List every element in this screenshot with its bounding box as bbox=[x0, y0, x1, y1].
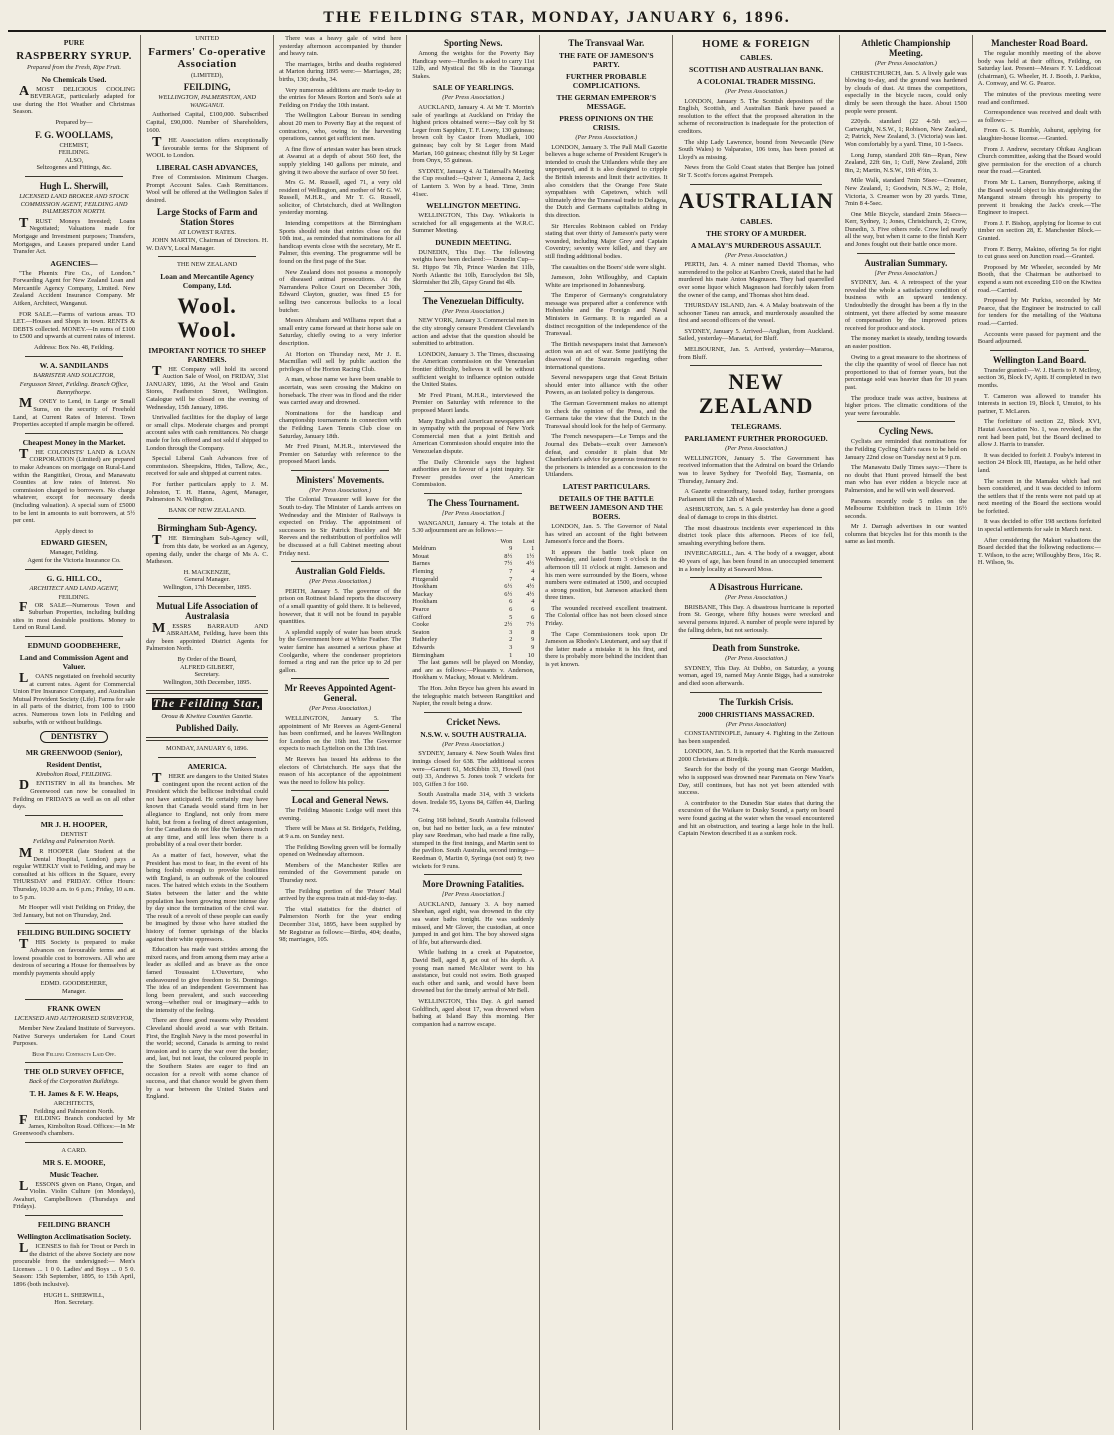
article-australian-cables: AUSTRALIAN CABLES. THE STORY OF A MURDER. A MALAY'S MURDEROUS ASSAULT. (Per Press Association.) PERTH, Jan. 4. A miner named David Thomas, who surrendered to the police at Kanbro Creek, stated that he had murdered his mate Anton Magnuson. They had quarrelled over some liquor which Magnuson had forcibly taken from the owner of the camp, and Thomas shot him dead. THURSDAY ISLAND, Jan. 4. A Malay boatswain of the schooner Taneu ran amuck, and murderously assaulted the first and second officers of the vessel. SYDNEY, January 5. Arrived—Anglian, from Auckland. Sailed, yesterday—Maraetai, for Bluff. MELBOURNE, Jan. 5. Arrived, yesterday—Mararoa, from Bluff. bbox=[678, 187, 834, 361]
games-lost: 9 bbox=[531, 636, 535, 644]
games-won: 7 bbox=[509, 575, 513, 583]
article-chess-tournament: The Chess Tournament. [Per Press Association.] WANGANUI, January 4. The totals at the 5.30 adjournment are as follows:— Won Lost Meldrum 9 1 Mouat 8½ 1½ Barnes 7½ 4½ Fleming 7 4 Fitzgerald 7 4 Hookham 6½ 4½ Mackay 6½ 4½ Hookham 6 4 Pearce 6 6 Gifford 5 6 Cooke 2½ 7½ Seaton 3 8 Hatherley 2 9 Edwards 3 9 Birmingham 1 10 The last games will be played on Monday, and are as follows:—Pleasants v. Anderson, Hookham v. Mackay, Mouat v. Meldrum. The Hon. John Bryce has given his award in the telegraphic match between Rangitikei and Napier, the result being a draw. bbox=[412, 497, 535, 708]
games-lost: 4½ bbox=[526, 583, 535, 591]
chess-scores-table bbox=[412, 538, 534, 660]
column-7 bbox=[840, 35, 973, 1430]
column-4 bbox=[407, 35, 540, 1430]
games-lost: 4 bbox=[531, 598, 535, 606]
article-turkish-crisis: The Turkish Crisis. 2000 CHRISTIANS MASSACRED. (Per Press Association) CONSTANTINOPLE, January 4. Fighting in the Zeitoun has been suspended. LONDON, Jan. 5. It is reported that the Kurds massacred 2000 Christians at Biredjik. Search for the body of the young man George Madden, who is supposed was drowned near Paremata on New Year's Day, still continues, but has not yet been attended with success. A contributor to the Dunedin Star states that during the excursion of the Waikare to Dusky Sound, a party on board were found gazing at the water when the vessel encountered and hit an obstruction, and tearing a large hole in the hull. Captain Newton described it as a sunken rock. bbox=[678, 696, 834, 838]
chess-table-row bbox=[412, 598, 534, 606]
player-name: Barnes bbox=[412, 560, 430, 568]
ad-architect: G. G. HILL CO., ARCHITECT AND LAND AGENT, FEILDING. FOR SALE—Numerous Town and Suburban Properties, including building sites in most desirable positions. Money to Lend on Rural Land. bbox=[13, 573, 136, 632]
article-cycling-news: Cycling News. Cyclists are reminded that nominations for the Feilding Cycling Club's races to be held on January 22nd close on Tuesday next at 9 p.m. The Manawatu Daily Times says:—There is no doubt that Hunt proved himself the best man who has ever ridden a bicycle race at Palmerston, and he will win well deserved. Parsons recently rode 5 miles on the Melbourne Exhibition track in 11min 16½ seconds. Mr J. Darragh advertises in our wanted columns that bicycles list for this month is the same as last month. bbox=[844, 426, 967, 546]
games-lost: 4 bbox=[531, 568, 535, 576]
ad-hooper: MR J. H. HOOPER, DENTIST Feilding and Palmerston North. MR HOOPER (late Student at the Dental Hospital, London) pays a regular WEEKLY visit to Feilding, and may be consulted at his offices in the Square, every THURSDAY and FRIDAY. Office Hours: Thursday, 10.30 a.m. to 6 p.m.; Friday, 10 a.m. to 5 p.m. Mr Hooper will visit Feilding on Friday, the 3rd January, but not on Thursday, 2nd. bbox=[13, 819, 136, 919]
games-lost: 10 bbox=[527, 651, 535, 659]
chess-table-row bbox=[412, 652, 534, 660]
ad-cheapest-money: Cheapest Money in the Market. THE COLONISTS' LAND & LOAN CORPORATION (Limited) are prepared to make Advances on mortgage on Rural-Land within the Rangitikei, Oroua, and Manawatu Counties at low rates of Interest. No commission charged to borrowers. No charge whatever, except for necessary deeds (including valuation). A special sum of £5000 to be lent in amounts to suit borrowers, at 5½ per cent. Apply direct to EDWARD GIESEN, Manager, Feilding. Agent for the Victoria Insurance Co. bbox=[13, 437, 136, 564]
games-won: 1 bbox=[509, 651, 513, 659]
columns bbox=[8, 35, 1106, 1430]
dateline: MONDAY, JANUARY 6, 1896. bbox=[166, 745, 249, 753]
masthead bbox=[8, 6, 1106, 32]
column-2: UNITED Farmers' Co-operative Association (LIMITED), FEILDING, WELLINGTON, PALMERSTON, AND WANGANUI. Authorised Capital, £100,000. Subscribed Capital, £90,000. Number of Shareholders, 1600. THE Association offers exceptionally favourable terms for the Shipment of WOOL to London. LIBERAL CASH ADVANCES, Free of Commission. Minimum Charges. Prompt Account Sales. Cash Remittances. Wool will be offered at the Wellington Sales if desired. Large Stocks of Farm and Station Stores AT LOWEST RATES. JOHN MARTIN, Chairman of Directors. H. W. DAVY, Local Manager. THE NEW ZEALAND Loan and Mercantile Agency Company, Ltd. Wool. Wool. IMPORTANT NOTICE TO SHEEP FARMERS. THE Company will hold its second Auction Sale of Wool, on FRIDAY, 31st JANUARY, 1896, At the Wool and Grain Stores, Featherston Street, Wellington. Catalogue will be closed on the evening of Wednesday, 15th January, 1896. Unrivalled facilities for the display of large or small clips. Moderate charges and prompt account sales with cash remittances. No charge made for lots offered and not sold if shipped to London through the Company. Special Liberal Cash Advances free of commission. Sheepskins, Hides, Tallow, &c., received for sale and shipped at current rates. For further particulars apply to J. M. Johnston, T. H. Hanna, Agent, Manager, Palmerston N. Wellington. BANK OF NEW ZEALAND. Birmingham Sub-Agency. THE Birmingham Sub-Agency will, from this date, be worked as an Agency, opening daily, under the charge of Ms A. C. Matheson. H. MACKENZIE, General Manager. Wellington, 17th December, 1895. Mutual Life Association of Australasia MESSRS BARRAUD AND ABRAHAM, Feilding, have been this day been appointed District Agents for Palmerston North. By Order of the Board, ALFRED GILBERT, Secretary. Wellington, 30th December, 1895. The Feilding Star, Oroua & Kiwitea Counties Gazette. Published Daily. MONDAY, JANUARY 6, 1896. AMERICA. THERE are dangers to the United States contingent upon the recent action of the President which the bellicose individual could not have anticipated. He certainly may have known that Canada would stand firm in her allegiance to England, not only from mere habit, but from a feeling of direct antagonism, for the Canadians do not like the Yankees much at any time, and still less when there is a probability of a real over their border. As a matter of fact, however, what the President has most to fear, in the event of his being foolish enough to provoke hostilities with England, is an outbreak of the coloured races. The hatred which exists in the Southern States between the latter and the white population has been growing more intense day by day since the termination of the civil war. The result of a revolt of these people can easily be imagined by those who have studied the history of former uprisings of the blacks against their white oppressors. Education has made vast strides among the mixed races, and from among them may arise a leader as skilled and as brave as the once famed Toussaint L'Ouverture, who endeavoured to give freedom to St. Domingo. The idea of an independent Government has long been prevalent, and such succeeding wrong—whether real or imaginary—adds to the intensity of the feeling. There are three good reasons why President Cleveland should avoid a war with Britain. First, the English Navy is the most powerful in the world; second, Canada is arming to resist invasion and to carry the war over the border; and, last, but not least, the coloured people in the Southern States are eager to find an occasion for a revolt with some chance of success, and that chance would be given them by a war between the United States and England. bbox=[141, 35, 274, 1430]
chess-table-row bbox=[412, 621, 534, 629]
games-won: 6½ bbox=[504, 583, 513, 591]
player-name: Gifford bbox=[412, 613, 432, 621]
chess-table-header: Won Lost bbox=[500, 537, 535, 545]
ad-greenwood: MR GREENWOOD (Senior), Resident Dentist, Kimbolton Road, FEILDING. DENTISTRY in all its branches. Mr Greenwood can now be consulted in Feilding on FRIDAYS as well as on all other days. bbox=[13, 747, 136, 811]
feilding-star-nameplate: The Feilding Star, bbox=[152, 696, 262, 711]
player-name: Mackay bbox=[412, 590, 433, 598]
ad-frank-owen: FRANK OWEN LICENSED AND AUTHORISED SURVEYOR, Member New Zealand Institute of Surveyors. Native Surveys undertaken for Land Court Purposes. Bush Felling Contracts Laid Off. bbox=[13, 1004, 136, 1058]
article-sporting-news: Sporting News. Among the weights for the Poverty Bay Handicap were—Hurdles is asked to carry 11st 12lb, and Mystical 8st 9lb in the Tauranga Stakes. SALE OF YEARLINGS. (Per Press Association.) AUCKLAND, January 4. At Mr T. Morrin's sale of yearlings at Auckland on Friday the highest prices obtained were:—Bay colt by St Leger from Sapphire, T. F. Lowry, 130 guineas; brown colt by Castor from Mudlark, 100 guineas; bay colt by St Leger from Maid Marian, 160 guineas; chestnut filly by St Leger from Onyx, 55 guineas. SYDNEY, January 4. At Tattersall's Meeting the Cup resulted:—Quiver 1, Anneona 2, Jack of Lantern 3. Won by a head. Time, 3min 41sec. WELLINGTON MEETING. WELLINGTON, This Day. Wikakoris is scratched for all engagements at the W.R.C. Summer Meeting. DUNEDIN MEETING. DUNEDIN, This Day. The following weights have been declared:— Dunedin Cup—St. Hippo 9st 7lb, Prince Warden 8st 11lb, North Atlantic 8st 10lb, Euroclydon 8st 5lb, Skirmisher 8st 2lb, Gipsy Grand 8st 4lb. bbox=[412, 38, 535, 287]
column-3: There was a heavy gale of wind here yesterday afternoon accompanied by thunder and heavy rain. The marriages, births and deaths registered at Marton during 1895 were:— Marriages, 28; births, 130; deaths, 34. Very numerous additions are made to-day to the entries for Messrs Rorton and Son's sale at Feilding on Friday the 10th instant. The Wellington Labour Bureau in sending about 20 men to Poverty Bay at the request of contractors, who, owing to the harvesting operations, cannot get sufficient men. A fine flow of artesian water has been struck at Awanui at a depth of about 560 feet, the supply yielding 140 gallons per minute, and giving it two above the surface of over 50 feet. Mrs G. M. Russell, aged 71, a very old resident of Wellington, and mother of Mr G. W. Russell, M.H.R., and Mr T. G. Russell, solicitor, of Christchurch, died at Wellington yesterday morning. Intending competitors at the Birmingham Sports should note that entries close on the 10th inst., as reminded that nominations for all handicap events close with the secretary, Mr E. Palmer, this evening. The programme will be found on the first page of the Star. New Zealand does not possess a monopoly of diseased animal prosecutions. At the Narrandera Police Court on December 30th, Edward Clayton, grazier, was fined £5 for selling two cancerous bullocks to a local butcher. Messrs Abraham and Williams report that a small entry came forward at their horse sale on Saturday, chiefly owing to a very inferior description. At Horton on Thursday next, Mr J. E. Macmillan will sell by public auction the privileges of the Horton Racing Club. A man, whose name we have been unable to ascertain, was seen crossing the Makino on horseback. The river was in flood and the rider was carried away and drowned. Nominations for the handicap and championship tournaments in connection with the Feilding Lawn Tennis Club close on Saturday, January 18th. Mr Fred Pirani, M.H.R., interviewed the Premier on Saturday with reference to the proposed Maori lands. Ministers' Movements. (Per Press Association.) The Colonial Treasurer will leave for the South to-day. The Minister of Lands arrives on Wednesday and the Minister of Railways is expected on Friday. The appointment of successors to Sir Patrick Buckley and Mr Reeves and the redistribution of portfolios will be discussed at a full Cabinet meeting about Friday next. Australian Gold Fields. (Per Press Association.) PERTH, January 5. The governor of the prison on Rottnest Island reports the discovery of a small quantity of gold there. It is believed, however, that it will not be found in payable quantities. A splendid supply of water has been struck by the Government bore at White Feather. The water famine has assumed a serious phase at Coolgardie, where the condenser proprietors formed a ring and ran the price up to 2d per gallon. Mr Reeves Appointed Agent-General. (Per Press Association.) WELLINGTON, January 5. The appointment of Mr Reeves as Agent-General has been confirmed, and he leaves Wellington for London on the 16th inst. The Governor expects to reach Lyttelton on the 13th inst. Mr Reeves has issued his address to the electors of Christchurch. He says that the reason of his acceptance of the appointment was the need to follow his policy. Local and General News. The Feilding Masonic Lodge will meet this evening. There will be Mass at St. Bridget's, Feilding, at 9 a.m. on Sunday next. The Feilding Bowling green will be formally opened on Wednesday afternoon. Members of the Manchester Rifles are reminded of the Government parade on Thursday next. The Feilding portion of the 'Prison' Mail arrived by the express train at mid-day to-day. The vital statistics for the district of Palmerston North for the year ending December 31st, 1895, have been supplied by Mr Registrar as follows:—Births, 404; deaths, 98; marriages, 105. bbox=[274, 35, 407, 1430]
column-1 bbox=[8, 35, 141, 1430]
games-lost: 1 bbox=[531, 545, 535, 553]
article-transvaal-war: The Transvaal War. THE FATE OF JAMESON'S PARTY. FURTHER PROBABLE COMPLICATIONS. THE GERMAN EMPEROR'S MESSAGE. PRESS OPINIONS ON THE CRISIS. (Per Press Association.) LONDON, January 3. The Pall Mall Gazette believes a huge scheme of President Kruger's is intended to crush the Uitlanders while they are unprepared, and it is also designed to cripple the British interests and limit their activities. It also considers that the Orange Free State sympathises with Capetown, which will ultimately drive the Transvaal trade to Delagoa, the Dutch and Germans capitalists aiding in this direction. Sir Hercules Robinson cabled on Friday stating that over thirty of Jameson's party were wounded, including Major Grey and Captain Coventry; seventy were killed, and they are still finding additional bodies. The casualties on the Boers' side were slight. Jameson, John Willoughby, and Captain White are imprisoned in Johannesburg. The Emperor of Germany's congratulatory message was prepared after a conference with Hohenlohe and the Foreign and Naval Ministers in Germany. It is regarded as a distinct recognition of the independence of the Transvaal. The British newspapers insist that Jameson's action was an act of war. Some justifying the disavowal of the Suzerain regarding other international questions. Several newspapers urge that Great Britain should enter into alliance with the other Powers, as an isolated policy is dangerous. The German Government makes no attempt to check the opinion of the Press, and the Germans take the view that the Dutch in the Transvaal should look for the help of Germany. The French newspapers—Le Temps and the Journal des Debats—exult over Jameson's defeat, and consider it plain that Mr Chamberlain's advice for generous treatment to the prisoners is intended as a concession to the Uitlanders. LATEST PARTICULARS. DETAILS OF THE BATTLE BETWEEN JAMESON AND THE BOERS. LONDON, Jan. 5. The Governor of Natal has wired an account of the fight between Jameson's force and the Boers. It appears the battle took place on Wednesday, and lasted from 3 o'clock in the afternoon till 11 o'clock at night. Jameson and his men were surrounded by the Boers, whose numbers were estimated at 1500, and occupied a strong position, but Jameson attacked them three times. The wounded received excellent treatment. The Colonial office has not been closed since Friday. The Cape Commissioners took upon Dr Jameson as Rhodes's Lieutenant, and say that if the latter made a mistake it is his first, and there is probably more behind the incident than is yet known. bbox=[545, 38, 668, 669]
chess-table-row bbox=[412, 606, 534, 614]
article-mr-reeves: Mr Reeves Appointed Agent-General. (Per Press Association.) WELLINGTON, January 5. The appointment of Mr Reeves as Agent-General has been confirmed, and he leaves Wellington for London on the 16th inst. The Governor expects to reach Lyttelton on the 13th inst. Mr Reeves has issued his address to the electors of Christchurch. He says that the reason of his acceptance of the appointment was the need to follow his policy. bbox=[279, 683, 402, 786]
games-won: 9 bbox=[509, 545, 513, 553]
article-new-zealand-telegrams: NEW ZEALAND TELEGRAMS. PARLIAMENT FURTHER PROROGUED. (Per Press Association.) WELLINGTON, January 5. The Government has received information that the Admiral on board the Orlando was to leave Sydney for Twofold Bay, Tasmania, on Thursday, January 2nd. A Gazette extraordinary, issued today, further prorogues Parliament till the 12th of March. ASHBURTON, Jan. 5. A gale yesterday has done a good deal of damage to crops in this district. The most disastrous incidents ever experienced in this district took place this afternoon. Pieces of ice fell, smashing everything before them. INVERCARGILL, Jan. 4. The body of a swagger, about 40 years of age, has been found in an unoccupied tenement in a lonely locality at Seaward Moss. bbox=[678, 369, 834, 573]
player-name: Mouat bbox=[412, 552, 429, 560]
ad-raspberry-syrup: PURE RASPBERRY SYRUP. Prepared from the Fresh, Ripe Fruit. No Chemicals Used. AMOST DELICIOUS COOLING BEVERAGE, particularly adapted for use during the Hot Weather and Christmas Season. Prepared by— F. G. WOOLLAMS, CHEMIST, FEILDING. ALSO, Seltzogenes and Fittings, &c. bbox=[13, 38, 136, 172]
ad-loan-mercantile: THE NEW ZEALAND Loan and Mercantile Agency Company, Ltd. Wool. Wool. IMPORTANT NOTICE TO SHEEP FARMERS. THE Company will hold its second Auction Sale of Wool, on FRIDAY, 31st JANUARY, 1896, At the Wool and Grain Stores, Featherston Street, Wellington. Catalogue will be closed on the evening of Wednesday, 15th January, 1896. Unrivalled facilities for the display of large or small clips. Moderate charges and prompt account sales with cash remittances. No charge made for lots offered and not sold if shipped to London through the Company. Special Liberal Cash Advances free of commission. Sheepskins, Hides, Tallow, &c., received for sale and shipped at current rates. For further particulars apply to J. M. Johnston, T. H. Hanna, Agent, Manager, Palmerston N. Wellington. BANK OF NEW ZEALAND. bbox=[146, 261, 269, 514]
games-lost: 9 bbox=[531, 644, 535, 651]
masthead-title: THE FEILDING STAR, MONDAY, JANUARY 6, 1896. bbox=[323, 9, 791, 26]
games-lost: 1½ bbox=[526, 552, 535, 560]
chess-table-row bbox=[412, 636, 534, 644]
player-name: Birmingham bbox=[412, 651, 445, 659]
article-venezuelan-difficulty: The Venezuelan Difficulty. (Per Press Association.) NEW YORK, January 3. Commercial men in the city strongly censure President Cleveland's action and advise that the question should be submitted to arbitration. LONDON, January 3. The Times, discussing the American commission on the Venezuelan frontier difficulty, believes it will be without sufficient weight to influence opinion outside the United States. Mr Fred Pirani, M.H.R., interviewed the Premier on Saturday with reference to the proposed Maori lands. Many English and American newspapers are in sympathy with the proposal of New York Commercial men that a joint British and American Commission should enquire into the Venezuelan dispute. The Daily Chronicle says the highest authorities are in favour of a joint inquiry. Sir Frewer presides over the American Commission. bbox=[412, 295, 535, 489]
chess-table-row bbox=[412, 545, 534, 553]
ad-moore: A CARD. MR S. E. MOORE, Music Teacher. LESSONS given on Piano, Organ, and Violin. Violin Culture (on Mondays), Awahuri, Campbelltown (Thursdays and Fridays). bbox=[13, 1147, 136, 1211]
games-won: 5 bbox=[509, 613, 513, 621]
ad-old-survey-office: THE OLD SURVEY OFFICE, Back of the Corporation Buildings. T. H. James & F. W. Heaps, ARCHITECTS, Feilding and Palmerston North. FEILDING Branch conducted by Mr James, Kimbolton Road. Offices:—In Mr Greenwood's chambers. bbox=[13, 1067, 136, 1138]
chess-table-row bbox=[412, 583, 534, 591]
column-6 bbox=[673, 35, 839, 1430]
games-won: 6 bbox=[509, 598, 513, 606]
article-cricket-news: Cricket News. N.S.W. v. SOUTH AUSTRALIA. (Per Press Association.) SYDNEY, January 4. New South Wales first innings closed for 638. The additional scores were—Garnett 61, McKibbin 33, Howell (not out) 33, Andrews 5. Jones took 7 wickets for 103, Giffen 3 for 160. South Australia made 314, with 3 wickets down. Iredale 95, Lyons 84, Giffen 44, Darling 74. Going 168 behind, South Australia followed on, but had no better luck, as a few minutes' play saw Reedman, who had made a fine rally, stumped in the first innings, and Martin sent to the pavilion. South Australia, second innings—Reedman 0, Martin 0, Syringa (not out) 9; two wickets for 9 runs. bbox=[412, 716, 535, 870]
leader-article: AMERICA. THERE are dangers to the United States contingent upon the recent action of the President which the bellicose individual could not have anticipated. He certainly may have known that Canada would stand firm in her allegiance to England, not only from mere habit, but from a feeling of direct antagonism, for the Canadians do not like the Yankees much at any time, and still less when there is a probability of a real over their border. As a matter of fact, however, what the President has most to fear, in the event of his being foolish enough to provoke hostilities with England, is an outbreak of the coloured races. The hatred which exists in the Southern States between the latter and the white population has been growing more intense day by day since the termination of the civil war. The result of a revolt of these people can easily be imagined by those who have studied the history of former uprisings of the blacks against their white oppressors. Education has made vast strides among the mixed races, and from among them may arise a leader as skilled and as brave as the once famed Toussaint L'Ouverture, who endeavoured to give freedom to St. Domingo. The idea of an independent Government has long been prevalent, and such succeeding wrong—whether real or imaginary—adds to the intensity of the feeling. There are three good reasons why President Cleveland should avoid a war with Britain. First, the English Navy is the most powerful in the world; second, Canada is arming to resist invasion and to carry the war over the border; and, last, but not least, the coloured people in the Southern States are eager to find an occasion for a revolt with some chance of success, and that chance would be given them by a war between the United States and England. bbox=[146, 762, 269, 1101]
article-local-news: Local and General News. The Feilding Masonic Lodge will meet this evening. There will be Mass at St. Bridget's, Feilding, at 9 a.m. on Sunday next. The Feilding Bowling green will be formally opened on Wednesday afternoon. Members of the Manchester Rifles are reminded of the Government parade on Thursday next. The Feilding portion of the 'Prison' Mail arrived by the express train at mid-day to-day. The vital statistics for the district of Palmerston North for the year ending December 31st, 1895, have been supplied by Mr Registrar as follows:—Births, 404; deaths, 98; marriages, 105. bbox=[279, 795, 402, 944]
player-name: Cooke bbox=[412, 621, 429, 629]
player-name: Hookham bbox=[412, 598, 438, 606]
games-lost: 4 bbox=[531, 575, 535, 583]
article-drowning-fatalities: More Drowning Fatalities. [Per Press Association.] AUCKLAND, January 3. A boy named Sheehan, aged eight, was drowned in the city sea water baths tonight. He was suddenly missed, and Mr Glover, the custodian, at once jumped in and got him. The boy showed signs of life, but afterwards died. While bathing in a creek at Papatoetoe, David Bell, aged 8, got out of his depth. A young man named McAlister went to his assistance, but could not swim. Both grasped each other and sank, and would have been drowned but for the timely arrival of Mr Bell. WELLINGTON, This Day. A girl named Goldfinch, aged about 17, was drowned when bathing at Island Bay this morning. Her companion had a narrow escape. bbox=[412, 879, 535, 1028]
article-manchester-road-board: Manchester Road Board. The regular monthly meeting of the above body was held at their offices, Feilding, on Saturday last. Present—Messrs F. Y. Leddicoat (chairman), G. Wheeler, H. J. Booth, J. Parkiss, A. Conway, and W. G. Pearce. The minutes of the previous meeting were read and confirmed. Correspondence was received and dealt with as follows:— From G. S. Rumble, Ashurst, applying for slaughter-house license.—Granted. From J. Andrew, secretary Ohikau Anglican Church committee, asking that the Board would give permission for the erection of a church near the road.—Granted. From Mr L. Larsen, Bunnythorpe, asking if the Board would object to his straightening the Manganui stream through his property to prevent it breaking the Jack's creek.—The Engineer to inspect. From J. F. Bishop, applying for license to cut timber on section 28, E. Manchester Block.—Granted. From F. Berry, Makino, offering 5s for right to cut grass seed on Junction road.—Granted. Proposed by Mr Wheeler, seconded by Mr Booth, that the Chairman be authorised to expend a sum not exceeding £10 on the Kiwitea road.—Carried. Proposed by Mr Purkiss, seconded by Mr Pearce, that the Engineer be instructed to call for tenders for the metalling of the Waituna road.—Carried. Accounts were passed for payment and the Board adjourned. bbox=[977, 38, 1101, 346]
player-name: Hookham bbox=[412, 583, 438, 591]
dentistry-stamp: DENTISTRY bbox=[40, 731, 108, 743]
games-won: 3 bbox=[509, 644, 513, 651]
games-won: 8½ bbox=[504, 552, 513, 560]
chess-table-row bbox=[412, 591, 534, 599]
player-name: Fitzgerald bbox=[412, 575, 439, 583]
games-lost: 7½ bbox=[526, 621, 535, 629]
player-name: Pearce bbox=[412, 606, 430, 614]
player-name: Hatherley bbox=[412, 636, 438, 644]
games-won: 3 bbox=[509, 628, 513, 636]
ad-birmingham: Birmingham Sub-Agency. THE Birmingham Sub-Agency will, from this date, be worked as an Agency, opening daily, under the charge of Ms A. C. Matheson. H. MACKENZIE, General Manager. Wellington, 17th December, 1895. bbox=[146, 523, 269, 591]
chess-table-row bbox=[412, 553, 534, 561]
article-australian-summary: Australian Summary. [Per Press Association.] SYDNEY, Jan. 4. A retrospect of the year revealed the whole a satisfactory condition of business with an upward tendency. Undoubtedly the drought has been a fly in the ointment, yet there affected by some measure of compensation by the improved prices received for produce and stock. The money market is steady, tending towards an easier position. Owing to a great measure to the shortness of the clip the quantity of wool of fleece has not proportioned to that of former years, but the percentage sold was heavier than for 10 years past. The produce trade was active, business at higher prices. The climatic conditions of the year were favourable. bbox=[844, 257, 967, 417]
player-name: Edwards bbox=[412, 644, 435, 651]
chess-table-row bbox=[412, 629, 534, 637]
games-lost: 6 bbox=[531, 613, 535, 621]
games-won: 7½ bbox=[504, 560, 513, 568]
article-wellington-land-board: Wellington Land Board. Transfer granted:—W. J. Harris to P. McIlroy, section 36, Block IV, Apiti. If completed in two months. T. Cameron was allowed to transfer his interests in section 19, Block I, Umutoi, to his partner, T. McLaren. The forfeiture of section 22, Block XVI, Hautai Association No. 1, was revoked, as the rent had been paid, but the Board declined to allow J. Harris to transfer. It was decided to forfeit J. Fouby's interest in section 24 Block III, Hautapu, as he held other land. The screen in the Mamaku which had not been considered, and it was decided to inform the settlers that if the rents were not paid up at next meeting of the Board the sections would be forfeited. It was decided to offer 198 sections forfeited in special settlements for sale in March next. After considering the Makuri valuations the Board decided that the following reductions:—T. Wilson, to the acre; Willoughby Bros, 16s; R. H. Wilson, 9s. bbox=[977, 354, 1101, 567]
ad-sandilands: W. A. SANDILANDS BARRISTER AND SOLICITOR, Fergusson Street, Feilding. Branch Office, Bunnythorpe. MONEY to Lend, in Large or Small Sums, on the security of Freehold Land, at Current Rates of Interest. Town Properties accepted if ample margin be offered. bbox=[13, 360, 136, 429]
games-lost: 4½ bbox=[526, 590, 535, 598]
ad-building-society: FEILDING BUILDING SOCIETY THIS Society is prepared to make Advances on favourable terms and at lowest possible cost to borrowers. All who are desirous of securing a House for themselves by monthly payments should apply EDMD. GOODBEHERE, Manager. bbox=[13, 928, 136, 995]
article-disastrous-hurricane: A Disastrous Hurricane. (Per Press Association.) BRISBANE, This Day. A disastrous hurricane is reported from St. George, where fifty houses were wrecked and several persons injured. A number of people were injured by the falling debris, but not seriously. bbox=[678, 582, 834, 634]
ad-acclimatisation: FEILDING BRANCH Wellington Acclimatisation Society. LICENSES to fish for Trout or Perch in the district of the above Society are now procurable from the undersigned:— Men's Licenses ... 1 0 0. Ladies' and Boys ... 0 5 0. Season: 15th September, 1895, to 15th April, 1896 (both inclusive). HUGH L. SHERWILL, Hon. Secretary. bbox=[13, 1219, 136, 1307]
games-won: 6½ bbox=[504, 590, 513, 598]
games-won: 6 bbox=[509, 606, 513, 614]
chess-table-row bbox=[412, 568, 534, 576]
games-lost: 6 bbox=[531, 606, 535, 614]
ad-mutual-life: Mutual Life Association of Australasia MESSRS BARRAUD AND ABRAHAM, Feilding, have been this day been appointed District Agents for Palmerston North. By Order of the Board, ALFRED GILBERT, Secretary. Wellington, 30th December, 1895. bbox=[146, 600, 269, 686]
games-won: 2 bbox=[509, 636, 513, 644]
player-name: Seaton bbox=[412, 628, 430, 636]
chess-table-row bbox=[412, 644, 534, 652]
article-death-sunstroke: Death from Sunstroke. (Per Press Association.) SYDNEY, This Day. At Dubbo, on Saturday, a young woman, aged 19, named May Annie Biggs, had a sunstroke and died soon afterwards. bbox=[678, 643, 834, 687]
article-australian-gold-fields: Australian Gold Fields. (Per Press Association.) PERTH, January 5. The governor of the prison on Rottnest Island reports the discovery of a small quantity of gold there. It is believed, however, that it will not be found in payable quantities. A splendid supply of water has been struck by the Government bore at White Feather. The water famine has assumed a serious phase at Coolgardie, where the condenser proprietors formed a ring and ran the price up to 2d per gallon. bbox=[279, 566, 402, 674]
games-won: 7 bbox=[509, 568, 513, 576]
chess-table-row bbox=[412, 614, 534, 622]
article-ministers-movements: Ministers' Movements. (Per Press Association.) The Colonial Treasurer will leave for the South to-day. The Minister of Lands arrives on Wednesday and the Minister of Railways is expected on Friday. The appointment of successors to Sir Patrick Buckley and Mr Reeves and the redistribution of portfolios will be discussed at a full Cabinet meeting about Friday next. bbox=[279, 474, 402, 557]
ad-goodbehere: EDMUND GOODBEHERE, Land and Commission Agent and Valuer. LOANS negotiated on freehold security at current rates. Agent for Commercial Union Fire Insurance Company, and Australian Mutual Provident Society (Life). Farms for sale in all parts of the district, from 100 to 1900 acres. Numerous town lots in Feilding and suburbs, with or without buildings. bbox=[13, 641, 136, 726]
chess-table-row bbox=[412, 560, 534, 568]
column-8 bbox=[973, 35, 1106, 1430]
games-lost: 4½ bbox=[526, 560, 535, 568]
article-athletic-championship: Athletic Championship Meeting. (Per Press Association.) CHRISTCHURCH, Jan. 5. A lively gale was blowing to-day, and the ground was hardened by clouds of dust. At times the competitors, especially in the bicycle races, could only dimly be seen through the haze. About 1500 people were present. 220yds. standard (22 4-5th sec).—Cartwright, N.S.W., 1; Robison, New Zealand, 2; Patrick, New Zealand, 3. (Victoria) was last. Won comfortably by a yard. Time, 10 1-5secs. Long Jump, standard 20ft 6in—Ryan, New Zealand, 22ft 6in, 1; Cuff, New Zealand, 20ft 8in, 2; Martin, N.S.W., 19ft 4½in, 3. Mile Walk, standard 7min 56sec—Creamer, New Zealand, 1; Goodwin, N.S.W., 2; Hole, Victoria, 3. Creamer won by 20 yards. Time, 7min 8 4-5sec. One Mile Bicycle, standard 2min 56secs—Kerr, Sydney, 1; Jones, Christchurch, 2; Crow, Dunedin, 3. Five others rode. Crow led nearly all the way, but when it came to the finish Kerr and Jones fought out their battle once more. bbox=[844, 38, 967, 249]
player-name: Meldrum bbox=[412, 545, 437, 553]
ad-sherwill: Hugh L. Sherwill, LICENSED LAND BROKER AND STOCK COMMISSION AGENT, FEILDING AND PALMERSTON NORTH. TRUST Moneys Invested; Loans Negotiated; Valuations made for Mortgage and Investment purposes; Transfers, Mortgages, and Leases prepared under Land Transfer Act. AGENCIES— "The Phœnix Fire Co., of London." Forwarding Agent for New Zealand Loan and Mercantile Agency Company, Limited. New Zealand Accident Insurance Company. Mr Aitken, Architect, Wanganui. FOR SALE.—Farms of various areas. TO LET.—Houses and Shops in town. RENTS & DEBTS collected. MONEY.—In sums of £100 to £500 and upwards at current rates of interest. Address: Box No. 48, Feilding. bbox=[13, 180, 136, 352]
player-name: Fleming bbox=[412, 568, 434, 576]
chess-table-row bbox=[412, 576, 534, 584]
column-5 bbox=[540, 35, 673, 1430]
article-home-foreign-cables: HOME & FOREIGN CABLES. SCOTTISH AND AUSTRALIAN BANK. A COLONIAL TRADER MISSING. (Per Press Association.) LONDON, January 5. The Scottish depositors of the English, Scottish, and Australian Bank have passed a resolution to the effect that the proposed alteration in the scheme of reconstruction is inadequate for the protection of creditors. The ship Lady Lawrence, bound from Newcastle (New South Wales) to Valparaiso, 106 tons, has been posted at Lloyd's as missing. News from the Gold Coast states that Benjee has joined Sir T. Scott's forces against Prempeh. bbox=[678, 38, 834, 179]
games-won: 2½ bbox=[504, 621, 513, 629]
games-lost: 8 bbox=[531, 628, 535, 636]
ad-farmers-cooperative: UNITED Farmers' Co-operative Association (LIMITED), FEILDING, WELLINGTON, PALMERSTON, AND WANGANUI. Authorised Capital, £100,000. Subscribed Capital, £90,000. Number of Shareholders, 1600. THE Association offers exceptionally favourable terms for the Shipment of WOOL to London. LIBERAL CASH ADVANCES, Free of Commission. Minimum Charges. Prompt Account Sales. Cash Remittances. Wool will be offered at the Wellington Sales if desired. Large Stocks of Farm and Station Stores AT LOWEST RATES. JOHN MARTIN, Chairman of Directors. H. W. DAVY, Local Manager. bbox=[146, 35, 269, 252]
